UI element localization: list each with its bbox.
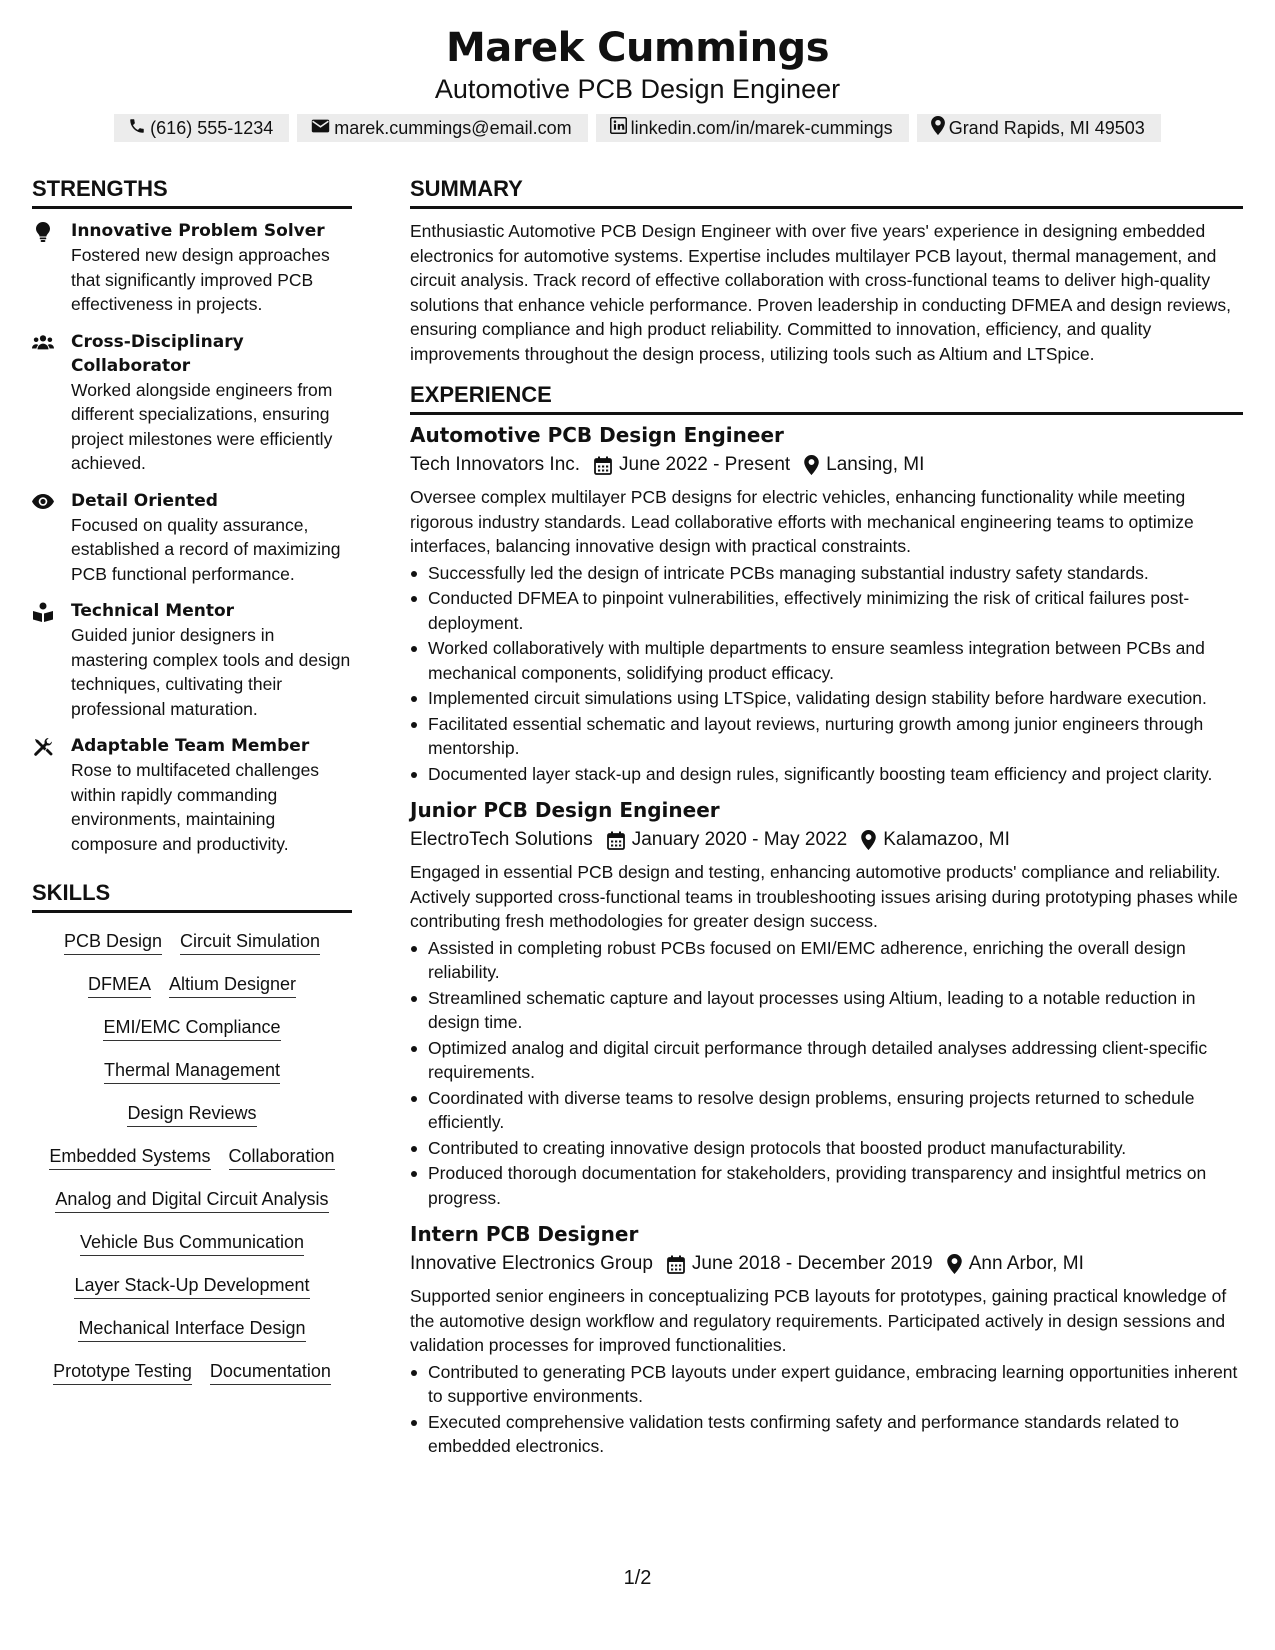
email-text: marek.cummings@email.com xyxy=(334,117,572,138)
job-bullets xyxy=(410,1360,1243,1459)
skills-heading: SKILLS xyxy=(32,878,352,913)
job-bullet: Documented layer stack-up and design rules, significantly boosting team efficiency and project clarity. xyxy=(428,762,1243,787)
calendar-icon xyxy=(667,1255,685,1274)
job-description: Engaged in essential PCB design and testing, enhancing automotive products' compliance and reliability. Actively supported cross-functional teams in troubleshooting issues arising during prototyping phases while contributing fresh methodologies for greater design success. xyxy=(410,862,1238,931)
job-entry xyxy=(410,796,1243,1210)
envelope-icon xyxy=(311,118,334,139)
strengths-heading: STRENGTHS xyxy=(32,174,352,209)
skill-tag: Thermal Management xyxy=(104,1058,280,1084)
linkedin-icon xyxy=(610,117,631,139)
strength-title: Innovative Problem Solver xyxy=(71,221,325,241)
phone-text: (616) 555-1234 xyxy=(150,117,274,138)
job-meta xyxy=(410,1250,1243,1278)
job-meta xyxy=(410,451,1243,479)
strength-title: Cross-Disciplinary Collaborator xyxy=(71,331,244,376)
job-bullets xyxy=(410,561,1243,787)
summary-heading: SUMMARY xyxy=(410,174,1243,209)
skill-tag: PCB Design xyxy=(64,929,162,955)
map-marker-icon xyxy=(861,830,876,850)
map-marker-icon xyxy=(804,455,819,475)
location-text: Grand Rapids, MI 49503 xyxy=(948,117,1145,138)
phone-icon xyxy=(128,117,150,140)
job-entry xyxy=(410,1220,1243,1459)
eye-icon xyxy=(32,491,54,513)
calendar-icon xyxy=(594,456,612,475)
left-column xyxy=(32,174,352,1402)
job-bullet: Coordinated with diverse teams to resolve design problems, ensuring projects returned to schedule efficiently. xyxy=(428,1086,1243,1135)
strength-item xyxy=(32,489,352,587)
company-name: Tech Innovators Inc. xyxy=(410,454,581,475)
contact-linkedin[interactable] xyxy=(596,114,909,142)
strength-item xyxy=(32,734,352,856)
job-meta xyxy=(410,826,1243,854)
strength-desc: Focused on quality assurance, established a record of maximizing PCB functional performance. xyxy=(71,514,341,584)
job-location: Ann Arbor, MI xyxy=(968,1253,1084,1274)
job-bullet: Facilitated essential schematic and layout reviews, nurturing growth among junior engineers through mentorship. xyxy=(428,712,1243,761)
skill-row xyxy=(32,929,352,955)
skill-tag: Embedded Systems xyxy=(49,1144,210,1170)
skill-tag: Design Reviews xyxy=(127,1101,256,1127)
skill-tag: Layer Stack-Up Development xyxy=(74,1273,309,1299)
job-bullet: Optimized analog and digital circuit performance through detailed analyses addressing client-specific requirements. xyxy=(428,1036,1243,1085)
strength-desc: Guided junior designers in mastering complex tools and design techniques, cultivating their professional maturation. xyxy=(71,625,351,719)
strength-item xyxy=(32,219,352,317)
skill-row xyxy=(32,1101,352,1127)
skill-row xyxy=(32,1187,352,1213)
job-bullet: Streamlined schematic capture and layout processes using Altium, leading to a notable reduction in design time. xyxy=(428,986,1243,1035)
job-bullet: Conducted DFMEA to pinpoint vulnerabilities, effectively minimizing the risk of critical failures post-deployment. xyxy=(428,586,1243,635)
strength-title: Detail Oriented xyxy=(71,490,218,511)
job-bullet: Executed comprehensive validation tests confirming safety and performance standards related to embedded electronics. xyxy=(428,1410,1243,1459)
skill-row xyxy=(32,1359,352,1385)
job-description: Supported senior engineers in conceptualizing PCB layouts for prototypes, gaining practical knowledge of the automotive design workflow and regulatory requirements. Participated actively in design sessions and validation processes for improved functionalities. xyxy=(410,1286,1227,1355)
strength-title: Adaptable Team Member xyxy=(71,736,310,756)
skill-tag: Prototype Testing xyxy=(53,1359,192,1385)
map-marker-icon xyxy=(947,1254,962,1274)
job-title: Junior PCB Design Engineer xyxy=(410,798,720,822)
skill-row xyxy=(32,1144,352,1170)
page-number: 1/2 xyxy=(623,1567,652,1589)
job-entry xyxy=(410,421,1243,786)
lightbulb-icon xyxy=(32,221,54,243)
skill-tag: EMI/EMC Compliance xyxy=(103,1015,280,1041)
skill-row xyxy=(32,1230,352,1256)
linkedin-text: linkedin.com/in/marek-cummings xyxy=(630,117,893,138)
job-dates: June 2018 - December 2019 xyxy=(691,1253,933,1274)
skill-row xyxy=(32,1273,352,1299)
strength-desc: Worked alongside engineers from different specializations, ensuring project milestones were efficiently achieved. xyxy=(71,379,333,473)
strength-item xyxy=(32,330,352,476)
company-name: Innovative Electronics Group xyxy=(410,1253,653,1274)
skill-tag: DFMEA xyxy=(88,972,151,998)
skill-tag: Documentation xyxy=(210,1359,331,1385)
strength-desc: Fostered new design approaches that significantly improved PCB effectiveness in projects. xyxy=(71,245,330,314)
skill-row xyxy=(32,972,352,998)
resume-header xyxy=(0,22,1275,142)
candidate-name: Marek Cummings xyxy=(446,25,829,71)
job-description: Oversee complex multilayer PCB designs for electric vehicles, enhancing functionality while meeting rigorous industry standards. Lead collaborative efforts with mechanical engineering teams to optimize interfaces, balancing innovative design with practical constraints. xyxy=(410,487,1194,556)
skill-tag: Vehicle Bus Communication xyxy=(80,1230,304,1256)
contact-email[interactable] xyxy=(297,114,587,142)
job-title: Intern PCB Designer xyxy=(410,1222,639,1246)
strength-title: Technical Mentor xyxy=(71,601,235,621)
contact-phone[interactable] xyxy=(114,114,289,142)
skill-tag: Analog and Digital Circuit Analysis xyxy=(55,1187,328,1213)
experience-list xyxy=(410,421,1243,1459)
strength-desc: Rose to multifaceted challenges within rapidly commanding environments, maintaining composure and productivity. xyxy=(71,760,320,854)
skill-tag: Collaboration xyxy=(229,1144,335,1170)
skill-row xyxy=(32,1316,352,1342)
skills-list xyxy=(32,923,352,1385)
job-dates: June 2022 - Present xyxy=(619,454,791,475)
skill-row xyxy=(32,1015,352,1041)
job-bullet: Worked collaboratively with multiple departments to ensure seamless integration between PCBs and mechanical components, solidifying product efficacy. xyxy=(428,636,1243,685)
skill-tag: Altium Designer xyxy=(169,972,296,998)
skill-row xyxy=(32,1058,352,1084)
job-bullet: Contributed to creating innovative design protocols that boosted product manufacturability. xyxy=(428,1136,1243,1161)
book-reader-icon xyxy=(32,601,54,623)
job-bullets xyxy=(410,936,1243,1211)
skill-tag: Mechanical Interface Design xyxy=(78,1316,305,1342)
contact-location xyxy=(917,114,1161,142)
skill-tag: Circuit Simulation xyxy=(180,929,320,955)
job-location: Lansing, MI xyxy=(826,454,925,475)
job-bullet: Produced thorough documentation for stakeholders, providing transparency and insightful metrics on progress. xyxy=(428,1161,1243,1210)
strength-item xyxy=(32,599,352,721)
contact-bar xyxy=(0,114,1275,142)
candidate-title: Automotive PCB Design Engineer xyxy=(434,74,841,104)
calendar-icon xyxy=(607,831,625,850)
tools-icon xyxy=(32,736,54,758)
job-bullet: Implemented circuit simulations using LTSpice, validating design stability before hardware execution. xyxy=(428,686,1243,711)
job-bullet: Assisted in completing robust PCBs focused on EMI/EMC adherence, enriching the overall design reliability. xyxy=(428,936,1243,985)
job-dates: January 2020 - May 2022 xyxy=(631,829,848,850)
users-icon xyxy=(32,332,54,354)
job-bullet: Successfully led the design of intricate PCBs managing substantial industry safety standards. xyxy=(428,561,1243,586)
job-location: Kalamazoo, MI xyxy=(883,829,1010,850)
right-column xyxy=(410,174,1243,1460)
map-marker-icon xyxy=(931,116,949,140)
job-bullet: Contributed to generating PCB layouts under expert guidance, embracing learning opportunities inherent to supportive environments. xyxy=(428,1360,1243,1409)
job-title: Automotive PCB Design Engineer xyxy=(410,423,784,447)
experience-heading: EXPERIENCE xyxy=(410,380,1243,415)
summary-text: Enthusiastic Automotive PCB Design Engineer with over five years' experience in designing embedded electronics for automotive systems. Expertise includes multilayer PCB layout, thermal management, and circuit analysis. Track record of effective collaboration with cross-functional teams to deliver high-quality solutions that enhance vehicle performance. Proven leadership in conducting DFMEA and design reviews, ensuring compliance and high product reliability. Committed to innovation, efficiency, and quality improvements throughout the design process, utilizing tools such as Altium and LTSpice. xyxy=(410,221,1232,364)
company-name: ElectroTech Solutions xyxy=(410,829,593,850)
